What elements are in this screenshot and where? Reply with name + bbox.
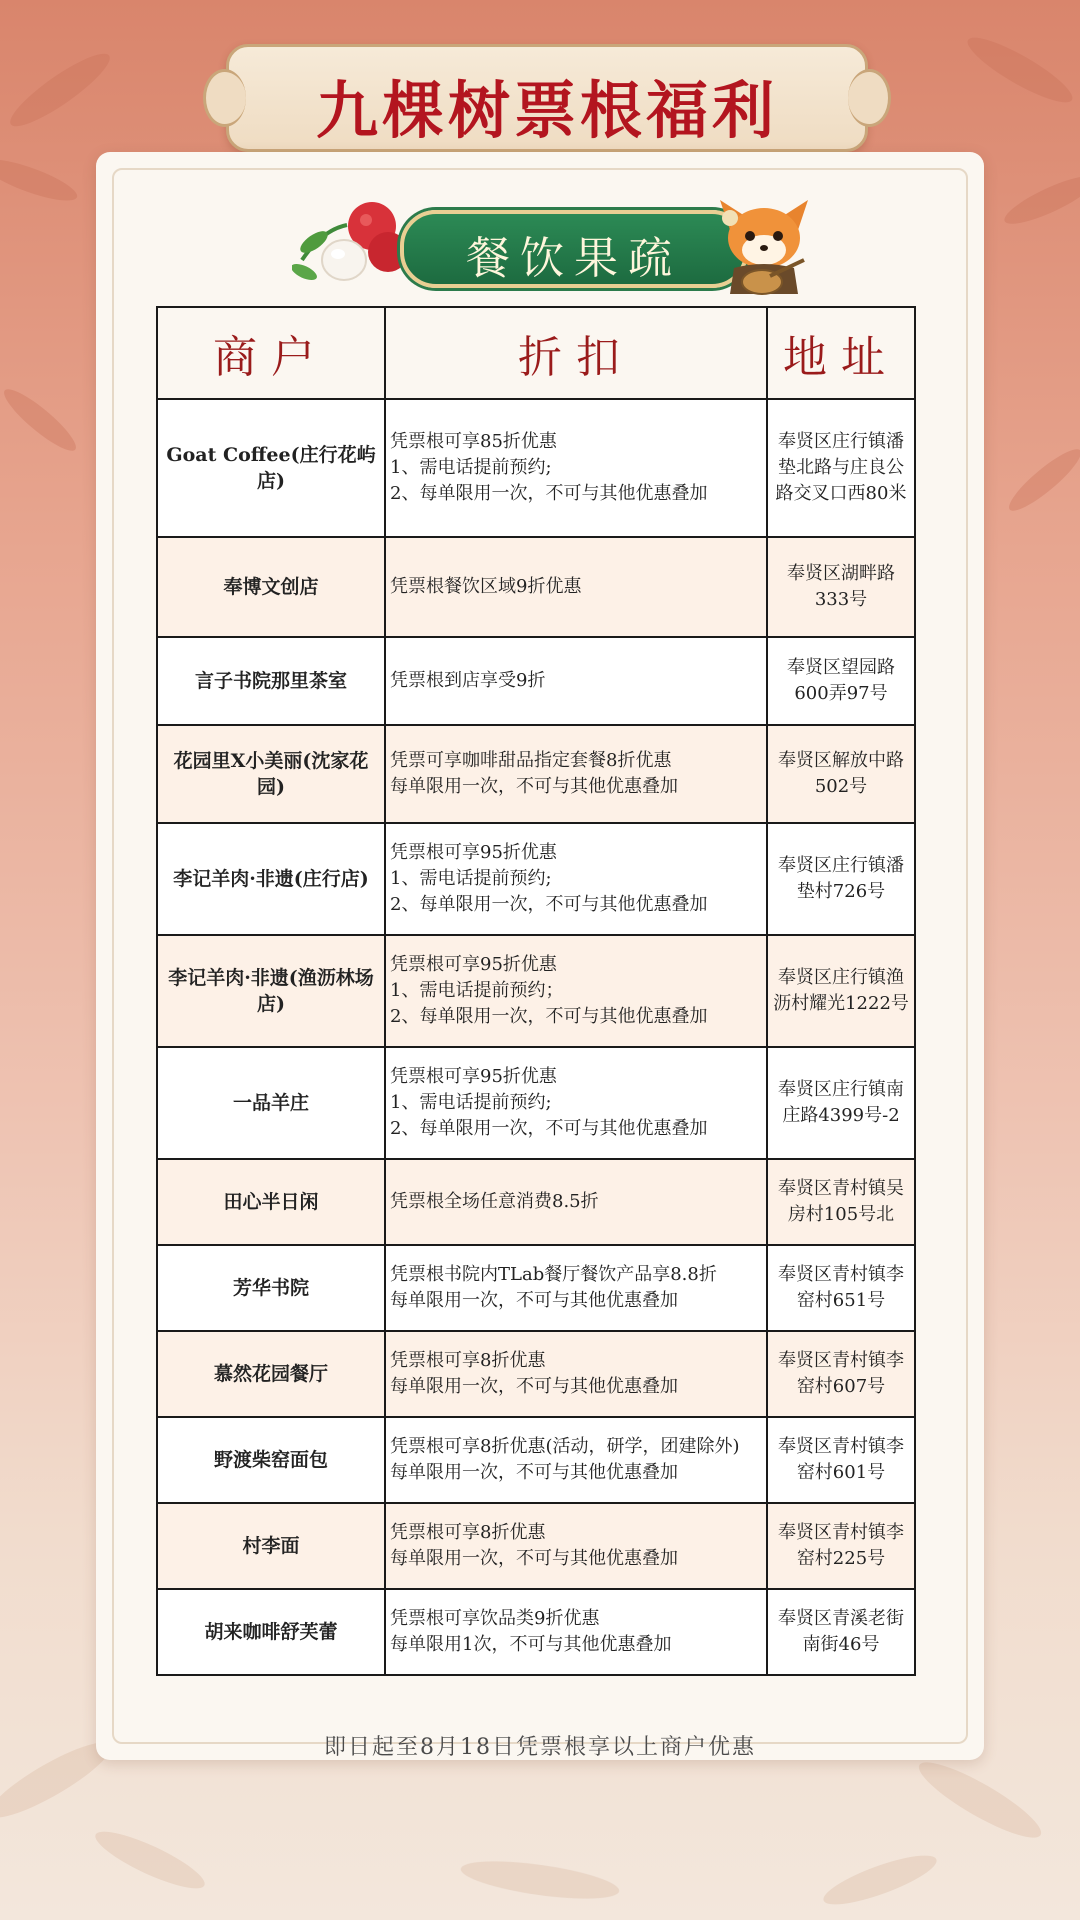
merchant-name: 花园里X小美丽(沈家花园)	[157, 725, 385, 823]
table-row	[157, 1331, 915, 1417]
table-row	[157, 1417, 915, 1503]
discount-line: 凭票根可享8折优惠(活动，研学，团建除外)	[390, 1436, 740, 1457]
discount-line: 凭票根到店享受9折	[390, 670, 546, 691]
discount-cell	[385, 1417, 767, 1503]
address-cell: 奉贤区庄行镇渔沥村耀光1222号	[767, 935, 915, 1047]
address-cell: 奉贤区庄行镇南庄路4399号-2	[767, 1047, 915, 1159]
table-row	[157, 725, 915, 823]
discount-cell	[385, 399, 767, 537]
discount-line: 每单限用一次，不可与其他优惠叠加	[390, 1462, 678, 1483]
discount-line: 凭票根书院内TLab餐厅餐饮产品享8.8折	[390, 1264, 717, 1285]
discount-cell	[385, 1047, 767, 1159]
section-header	[400, 210, 748, 288]
address-cell: 奉贤区青村镇李窑村601号	[767, 1417, 915, 1503]
mascot-fox-icon	[712, 190, 816, 298]
merchant-name: 李记羊肉·非遗(庄行店)	[157, 823, 385, 935]
discount-line: 凭票根可享85折优惠	[390, 431, 557, 452]
discount-line: 凭票根可享95折优惠	[390, 842, 557, 863]
table-row	[157, 1159, 915, 1245]
merchant-name: 奉博文创店	[157, 537, 385, 637]
merchant-name: 田心半日闲	[157, 1159, 385, 1245]
merchant-name: 慕然花园餐厅	[157, 1331, 385, 1417]
discount-cell	[385, 1159, 767, 1245]
table-row	[157, 1503, 915, 1589]
discount-line: 凭票根可享95折优惠	[390, 1066, 557, 1087]
header-merchant: 商户	[157, 307, 385, 399]
header-address: 地址	[767, 307, 915, 399]
merchant-name: 芳华书院	[157, 1245, 385, 1331]
discount-line: 1、需电话提前预约;	[390, 457, 552, 478]
discount-cell	[385, 1245, 767, 1331]
discount-cell	[385, 725, 767, 823]
discount-cell	[385, 1331, 767, 1417]
table-row	[157, 637, 915, 725]
page-title: 九棵树票根福利	[315, 74, 778, 147]
discount-cell	[385, 1503, 767, 1589]
section-title: 餐饮果疏	[466, 233, 682, 284]
address-cell: 奉贤区青村镇吴房村105号北	[767, 1159, 915, 1245]
merchant-name: Goat Coffee(庄行花屿店)	[157, 399, 385, 537]
discount-line: 凭票根可享95折优惠	[390, 954, 557, 975]
table-row	[157, 935, 915, 1047]
table-row	[157, 823, 915, 935]
address-cell: 奉贤区青村镇李窑村651号	[767, 1245, 915, 1331]
discount-line: 凭票根可享饮品类9折优惠	[390, 1608, 600, 1629]
discount-line: 每单限用一次，不可与其他优惠叠加	[390, 1290, 678, 1311]
discount-line: 1、需电话提前预约;	[390, 868, 552, 889]
discount-line: 2、每单限用一次，不可与其他优惠叠加	[390, 483, 708, 504]
discount-cell	[385, 537, 767, 637]
discount-cell	[385, 935, 767, 1047]
discount-line: 每单限用1次，不可与其他优惠叠加	[390, 1634, 672, 1655]
address-cell: 奉贤区庄行镇潘垫村726号	[767, 823, 915, 935]
discount-line: 凭票根餐饮区域9折优惠	[390, 576, 582, 597]
discount-cell	[385, 823, 767, 935]
merchant-name: 野渡柴窑面包	[157, 1417, 385, 1503]
discount-line: 每单限用一次，不可与其他优惠叠加	[390, 1548, 678, 1569]
address-cell: 奉贤区解放中路502号	[767, 725, 915, 823]
table-row	[157, 1589, 915, 1675]
address-cell: 奉贤区青溪老街南街46号	[767, 1589, 915, 1675]
discount-line: 凭票根可享8折优惠	[390, 1522, 546, 1543]
table-row	[157, 537, 915, 637]
table-row	[157, 399, 915, 537]
discount-line: 2、每单限用一次，不可与其他优惠叠加	[390, 1118, 708, 1139]
address-cell: 奉贤区青村镇李窑村225号	[767, 1503, 915, 1589]
discount-line: 1、需电话提前预约；	[390, 980, 564, 1001]
lychee-icon	[292, 190, 412, 290]
discount-line: 2、每单限用一次，不可与其他优惠叠加	[390, 894, 708, 915]
address-cell: 奉贤区湖畔路333号	[767, 537, 915, 637]
merchant-name: 村李面	[157, 1503, 385, 1589]
merchant-name: 一品羊庄	[157, 1047, 385, 1159]
discount-cell	[385, 1589, 767, 1675]
discount-line: 凭票可享咖啡甜品指定套餐8折优惠	[390, 750, 672, 771]
discount-line: 1、需电话提前预约;	[390, 1092, 552, 1113]
discount-line: 2、每单限用一次，不可与其他优惠叠加	[390, 1006, 708, 1027]
address-cell: 奉贤区庄行镇潘垫北路与庄良公路交叉口西80米	[767, 399, 915, 537]
table-row	[157, 1245, 915, 1331]
address-cell: 奉贤区望园路600弄97号	[767, 637, 915, 725]
merchant-name: 李记羊肉·非遗(渔沥林场店)	[157, 935, 385, 1047]
discount-line: 每单限用一次，不可与其他优惠叠加	[390, 1376, 678, 1397]
footer-note: 即日起至8月18日凭票根享以上商户优惠	[324, 1735, 756, 1760]
discount-cell	[385, 637, 767, 725]
table-header-row	[157, 307, 915, 399]
merchant-name: 言子书院那里茶室	[157, 637, 385, 725]
merchant-name: 胡来咖啡舒芙蕾	[157, 1589, 385, 1675]
address-cell: 奉贤区青村镇李窑村607号	[767, 1331, 915, 1417]
merchant-table	[156, 306, 916, 1676]
discount-line: 凭票根全场任意消费8.5折	[390, 1191, 599, 1212]
table-row	[157, 1047, 915, 1159]
discount-line: 凭票根可享8折优惠	[390, 1350, 546, 1371]
title-banner	[226, 44, 868, 152]
discount-line: 每单限用一次，不可与其他优惠叠加	[390, 776, 678, 797]
header-discount: 折扣	[385, 307, 767, 399]
